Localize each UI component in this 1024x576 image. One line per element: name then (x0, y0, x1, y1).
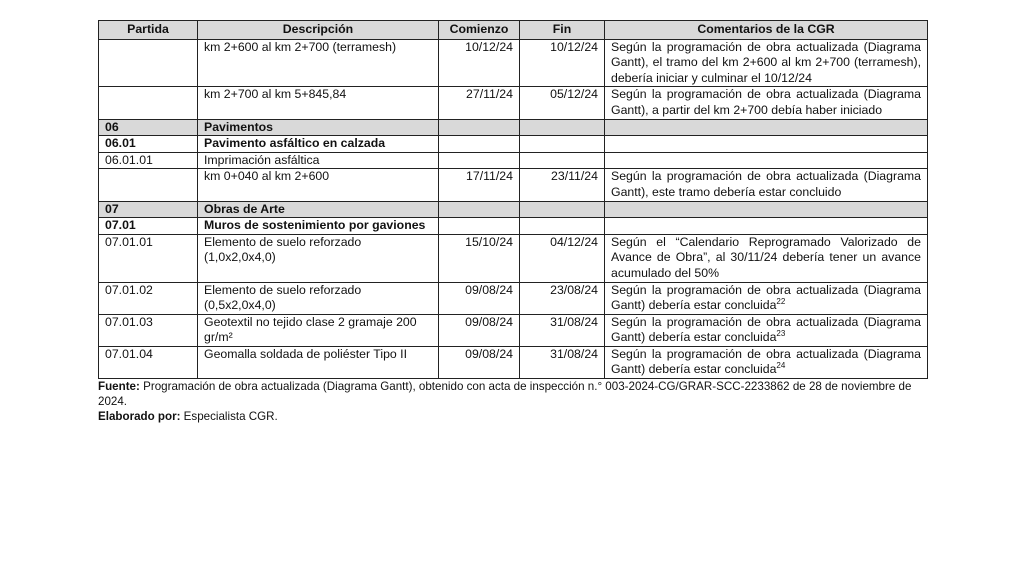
cell-comienzo (439, 39, 520, 87)
author-text: Especialista CGR. (180, 410, 278, 424)
header-partida: Partida (99, 21, 198, 40)
cell-fin (520, 87, 605, 119)
schedule-table (98, 20, 928, 379)
table-row (99, 234, 928, 282)
cell-partida-text: 07.01.04 (105, 346, 153, 361)
cell-fin (520, 234, 605, 282)
cell-partida (99, 201, 198, 218)
cell-comentario (605, 314, 928, 346)
cell-comentario (605, 346, 928, 378)
footnote-ref: 24 (776, 361, 786, 371)
cell-comentario (605, 136, 928, 153)
cell-partida (99, 119, 198, 136)
cell-comentario (605, 218, 928, 235)
cell-fin-text: 31/08/24 (550, 314, 598, 329)
cell-descripcion-text: Obras de Arte (204, 201, 285, 216)
cell-fin-text: 23/11/24 (551, 169, 598, 184)
cell-comentario (605, 87, 928, 119)
cell-descripcion (198, 346, 439, 378)
cell-partida (99, 346, 198, 378)
cell-descripcion-text: Geomalla soldada de poliéster Tipo II (204, 346, 408, 361)
cell-descripcion-text: km 0+040 al km 2+600 (204, 169, 330, 184)
cell-partida (99, 314, 198, 346)
header-descripcion: Descripción (198, 21, 439, 40)
author-label: Elaborado por: (98, 410, 181, 424)
cell-descripcion (198, 234, 439, 282)
cell-partida-text: 07.01.03 (105, 314, 153, 329)
cell-comienzo-text: 10/12/24 (465, 39, 513, 54)
cell-descripcion-text: Elemento de suelo reforzado (0,5x2,0x4,0) (204, 282, 362, 313)
cell-comienzo (439, 346, 520, 378)
cell-partida-text: 06.01.01 (105, 152, 153, 167)
table-body (99, 39, 928, 378)
cell-descripcion (198, 314, 439, 346)
header-comienzo: Comienzo (439, 21, 520, 40)
table-row (99, 152, 928, 169)
cell-comienzo (439, 136, 520, 153)
cell-comentario-text: Según la programación de obra actualizada (Diagrama Gantt) debería estar concluida (611, 282, 921, 313)
cell-comentario-text: Según la programación de obra actualizada (Diagrama Gantt), el tramo del km 2+600 al km 2+700 (terramesh), debería iniciar y culminar el 10/12/24 (611, 39, 921, 85)
cell-descripcion-text: Geotextil no tejido clase 2 gramaje 200 gr/m² (204, 314, 417, 345)
cell-fin (520, 152, 605, 169)
table-header-row (99, 21, 928, 40)
cell-descripcion-text: Pavimentos (204, 119, 274, 134)
cell-comienzo-text: 09/08/24 (465, 314, 513, 329)
cell-descripcion (198, 282, 439, 314)
cell-descripcion-text: km 2+700 al km 5+845,84 (204, 87, 347, 102)
cell-comentario (605, 282, 928, 314)
cell-comienzo-text: 09/08/24 (465, 346, 513, 361)
cell-comienzo (439, 201, 520, 218)
cell-comienzo (439, 87, 520, 119)
cell-comentario-text: Según la programación de obra actualizada (Diagrama Gantt) debería estar concluida (611, 314, 921, 345)
source-note (98, 380, 928, 409)
cell-descripcion-text: Elemento de suelo reforzado (1,0x2,0x4,0) (204, 234, 362, 265)
cell-comentario (605, 234, 928, 282)
cell-comienzo (439, 314, 520, 346)
cell-partida (99, 282, 198, 314)
footnote-ref: 23 (776, 329, 786, 339)
cell-partida-text: 06 (105, 119, 119, 134)
cell-descripcion (198, 87, 439, 119)
document (98, 20, 928, 425)
cell-descripcion-text: km 2+600 al km 2+700 (terramesh) (204, 39, 397, 54)
table-row (99, 282, 928, 314)
cell-descripcion-text: Pavimento asfáltico en calzada (204, 136, 386, 151)
cell-comienzo (439, 282, 520, 314)
header-comentarios: Comentarios de la CGR (605, 21, 928, 40)
author-note (98, 410, 928, 425)
cell-fin (520, 282, 605, 314)
cell-descripcion (198, 201, 439, 218)
cell-comienzo (439, 169, 520, 201)
cell-fin (520, 346, 605, 378)
cell-comienzo-text: 27/11/24 (466, 87, 513, 102)
cell-descripcion-text: Muros de sostenimiento por gaviones (204, 218, 426, 233)
table-row (99, 87, 928, 119)
cell-fin-text: 04/12/24 (550, 234, 598, 249)
cell-descripcion (198, 119, 439, 136)
table-row (99, 346, 928, 378)
cell-fin-text: 31/08/24 (550, 346, 598, 361)
cell-fin (520, 314, 605, 346)
cell-descripcion (198, 218, 439, 235)
cell-fin (520, 201, 605, 218)
cell-fin (520, 169, 605, 201)
cell-partida (99, 136, 198, 153)
cell-partida-text: 07.01.02 (105, 282, 153, 297)
table-row (99, 119, 928, 136)
table-row (99, 39, 928, 87)
cell-partida (99, 39, 198, 87)
cell-partida (99, 234, 198, 282)
cell-partida (99, 87, 198, 119)
cell-fin-text: 05/12/24 (550, 87, 598, 102)
table-row (99, 314, 928, 346)
cell-comentario (605, 119, 928, 136)
cell-fin-text: 23/08/24 (550, 282, 598, 297)
cell-comentario (605, 201, 928, 218)
source-text: Programación de obra actualizada (Diagrama Gantt), obtenido con acta de inspección n.° 003-2024-CG/GRAR-SCC-2233862 de 28 de noviembre de 2024. (98, 380, 912, 408)
cell-partida (99, 218, 198, 235)
cell-fin (520, 39, 605, 87)
cell-fin (520, 119, 605, 136)
cell-comienzo-text: 09/08/24 (465, 282, 513, 297)
cell-comienzo (439, 218, 520, 235)
cell-partida-text: 07.01 (105, 218, 136, 233)
table-row (99, 136, 928, 153)
cell-comentario-text: Según la programación de obra actualizada (Diagrama Gantt), a partir del km 2+700 debía haber iniciado (611, 87, 921, 117)
cell-comentario-text: Según el “Calendario Reprogramado Valorizado de Avance de Obra”, al 30/11/24 debería tener un avance acumulado del 50% (611, 234, 921, 280)
cell-comienzo-text: 17/11/24 (466, 169, 513, 184)
cell-comentario (605, 169, 928, 201)
cell-partida (99, 169, 198, 201)
header-fin: Fin (520, 21, 605, 40)
cell-descripcion (198, 136, 439, 153)
cell-comentario (605, 39, 928, 87)
footnote-ref: 22 (776, 297, 786, 306)
cell-partida-text: 07 (105, 201, 119, 216)
cell-comienzo (439, 152, 520, 169)
cell-comienzo-text: 15/10/24 (465, 234, 513, 249)
cell-partida-text: 07.01.01 (105, 234, 153, 249)
cell-fin-text: 10/12/24 (550, 39, 598, 54)
cell-comentario-text: Según la programación de obra actualizada (Diagrama Gantt) debería estar concluida (611, 346, 921, 377)
cell-descripcion (198, 169, 439, 201)
cell-comentario-text: Según la programación de obra actualizada (Diagrama Gantt), este tramo debería estar concluido (611, 169, 921, 199)
table-row (99, 218, 928, 235)
cell-fin (520, 218, 605, 235)
table-row (99, 169, 928, 201)
cell-comienzo (439, 119, 520, 136)
cell-descripcion (198, 39, 439, 87)
cell-fin (520, 136, 605, 153)
source-label: Fuente: (98, 380, 140, 394)
cell-descripcion (198, 152, 439, 169)
cell-comentario (605, 152, 928, 169)
cell-partida-text: 06.01 (105, 136, 136, 151)
cell-descripcion-text: Imprimación asfáltica (204, 152, 320, 167)
cell-partida (99, 152, 198, 169)
table-row (99, 201, 928, 218)
cell-comienzo (439, 234, 520, 282)
